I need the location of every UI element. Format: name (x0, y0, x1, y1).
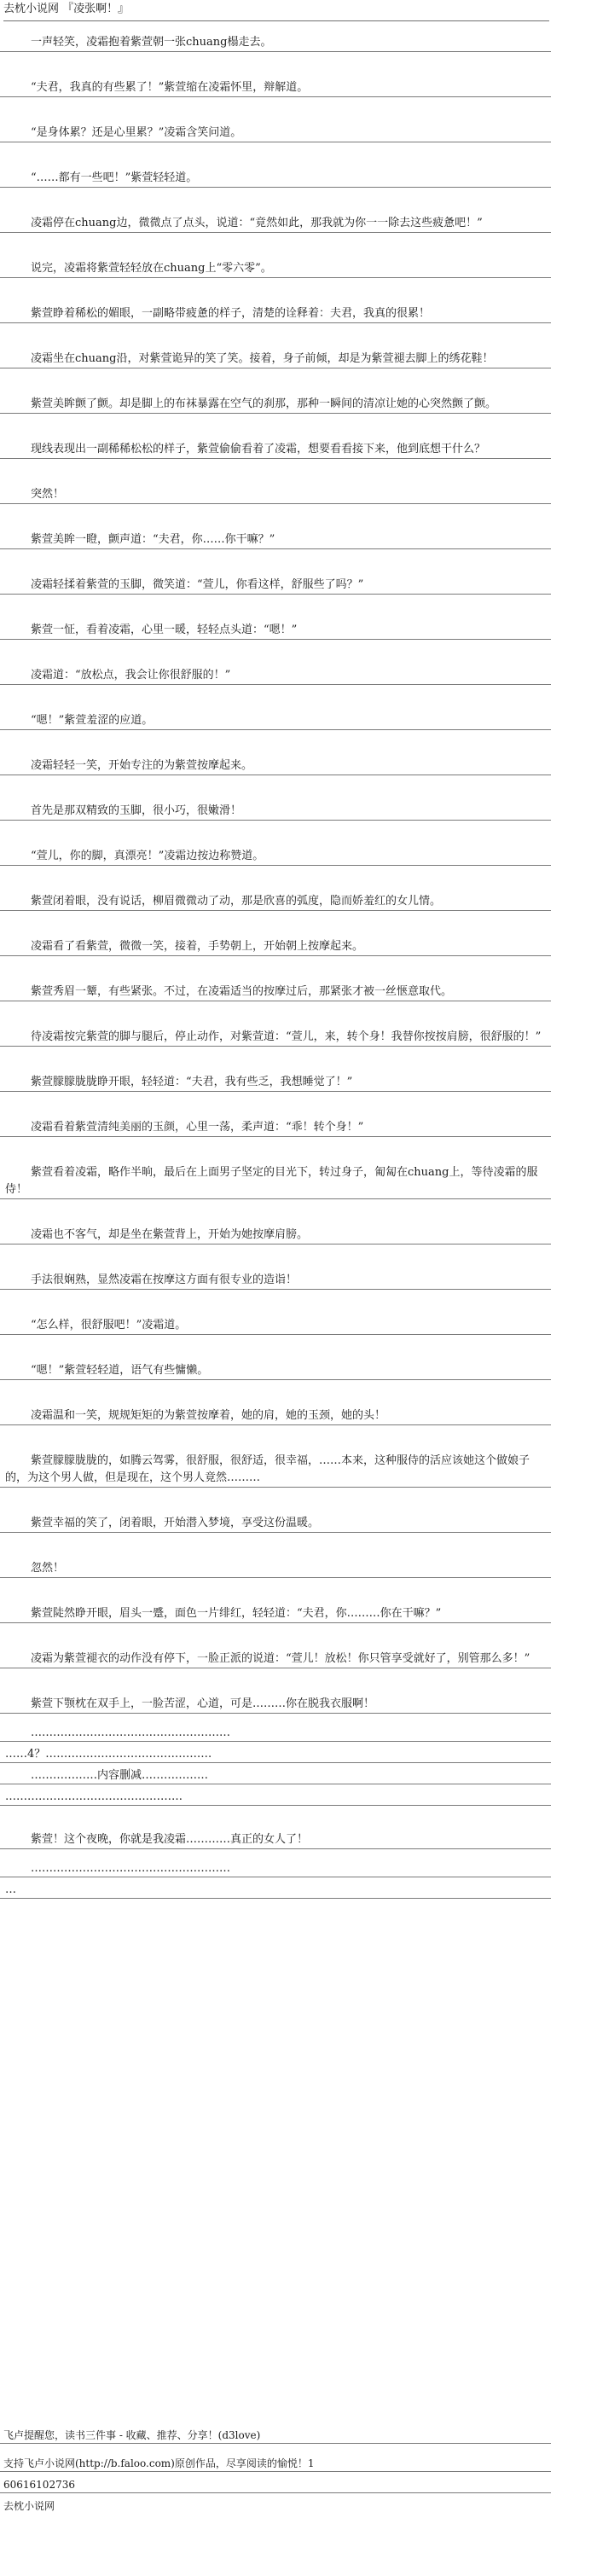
ellipsis-line: ……………………………………………… (0, 1726, 551, 1742)
reading-reminder: 飞卢提醒您，读书三件事 - 收藏、推荐、分享！(d3love) (0, 2428, 551, 2444)
paragraph: “是身体累？还是心里累？”凌霜含笑问道。 (0, 125, 551, 142)
paragraph: 凌霜轻轻一笑，开始专注的为紫萱按摩起来。 (0, 757, 551, 775)
paragraph: “怎么样，很舒服吧！”凌霜道。 (0, 1317, 551, 1335)
page-header (3, 2, 549, 21)
paragraph: “萱儿，你的脚，真漂亮！”凌霜边按边称赞道。 (0, 848, 551, 866)
paragraph: 紫萱朦朦胧胧睁开眼，轻轻道：“夫君，我有些乏，我想睡觉了！” (0, 1074, 551, 1092)
paragraph: “嗯！”紫萱轻轻道，语气有些慵懒。 (0, 1362, 551, 1380)
footer-site-name: 去枕小说网 (3, 2500, 55, 2512)
paragraph: “……都有一些吧！”紫萱轻轻道。 (0, 170, 551, 188)
ellipsis-line: … (0, 1883, 551, 1899)
paragraph: 首先是那双精致的玉脚，很小巧，很嫩滑！ (0, 803, 551, 821)
paragraph: 凌霜道：“放松点，我会让你很舒服的！” (0, 667, 551, 685)
paragraph: “夫君，我真的有些累了！”紫萱缩在凌霜怀里，辩解道。 (0, 79, 551, 97)
paragraph: 忽然！ (0, 1560, 551, 1578)
paragraph: 紫萱看着凌霜，略作半晌，最后在上面男子坚定的目光下，转过身子，匍匐在chuang上，等待凌霜的服侍！ (0, 1164, 551, 1199)
ellipsis-line: ……4？……………………………………… (0, 1747, 551, 1763)
paragraph: 紫萱幸福的笑了，闭着眼，开始潜入梦境，享受这份温暖。 (0, 1515, 551, 1533)
paragraph: 紫萱美眸一瞪，颤声道：“夫君，你……你干嘛？” (0, 531, 551, 549)
paragraph: 待凌霜按完紫萱的脚与腿后，停止动作，对紫萱道：“萱儿，来，转个身！我替你按按肩膀，很舒服的！” (0, 1029, 551, 1047)
chapter-body (0, 34, 597, 1904)
paragraph: 凌霜也不客气，却是坐在紫萱背上，开始为她按摩肩膀。 (0, 1227, 551, 1244)
support-notice: 支持飞卢小说网(http://b.faloo.com)原创作品，尽享阅读的愉悦！1 (0, 2456, 551, 2472)
paragraph: 紫萱陡然睁开眼，眉头一蹙，面色一片绯红，轻轻道：“夫君，你………你在干嘛？” (0, 1605, 551, 1623)
paragraph: 紫萱秀眉一颦，有些紧张。不过，在凌霜适当的按摩过后，那紧张才被一丝惬意取代。 (0, 983, 551, 1001)
censored-notice: ………………内容删减……………… (0, 1768, 551, 1784)
site-name: 去枕小说网 (3, 3, 60, 15)
paragraph: 突然！ (0, 486, 551, 504)
final-paragraph: 紫萱！这个夜晚，你就是我凌霜…………真正的女人了！ (0, 1831, 551, 1849)
paragraph: 紫萱下颚枕在双手上，一脸苦涩，心道，可是………你在脱我衣服啊！ (0, 1696, 551, 1714)
paragraph: 现线表现出一副稀稀松松的样子，紫萱偷偷看着了凌霜，想要看看接下来，他到底想干什么？ (0, 441, 551, 459)
paragraph: “嗯！”紫萱羞涩的应道。 (0, 712, 551, 730)
paragraph: 凌霜看着紫萱清纯美丽的玉颜，心里一荡，柔声道：“乖！转个身！” (0, 1119, 551, 1137)
paragraph: 凌霜为紫萱褪衣的动作没有停下，一脸正派的说道：“萱儿！放松！你只管享受就好了，别管那么多！” (0, 1651, 551, 1668)
reference-code: 60616102736 (0, 2477, 551, 2493)
chapter-title: 『凌张啊！』 (62, 3, 130, 15)
paragraph: 凌霜坐在chuang沿，对紫萱诡异的笑了笑。接着，身子前倾，却是为紫萱褪去脚上的绣花鞋！ (0, 351, 551, 368)
paragraph: 紫萱一怔，看着凌霜，心里一暖，轻轻点头道：“嗯！” (0, 622, 551, 640)
paragraph: 紫萱朦朦胧胧的，如腾云驾雾，很舒服，很舒适，很幸福，……本来，这种服侍的活应该她这个做娘子的，为这个男人做，但是现在，这个男人竟然……… (0, 1453, 551, 1488)
paragraph: 凌霜停在chuang边，微微点了点头，说道：“竟然如此，那我就为你一一除去这些疲惫吧！” (0, 215, 551, 233)
ellipsis-line: ……………………………………………… (0, 1861, 551, 1877)
ellipsis-line: ………………………………………… (0, 1790, 551, 1806)
paragraph: 紫萱睁着稀松的媚眼，一副略带疲惫的样子，清楚的诠释着：夫君，我真的很累！ (0, 305, 551, 323)
paragraph: 紫萱闭着眼，没有说话，柳眉微微动了动，那是欣喜的弧度，隐而娇羞红的女儿情。 (0, 893, 551, 911)
paragraph: 一声轻笑，凌霜抱着紫萱朝一张chuang榻走去。 (0, 34, 551, 52)
paragraph: 紫萱美眸颤了颤。却是脚上的布袜暴露在空气的刹那，那种一瞬间的清凉让她的心突然颤了颤。 (0, 396, 551, 414)
paragraph: 凌霜轻揉着紫萱的玉脚，微笑道：“萱儿，你看这样，舒服些了吗？” (0, 577, 551, 595)
paragraph: 凌霜看了看紫萱，微微一笑，接着，手势朝上，开始朝上按摩起来。 (0, 938, 551, 956)
page-footer (0, 2428, 597, 2526)
paragraph: 说完，凌霜将紫萱轻轻放在chuang上“零六零”。 (0, 260, 551, 278)
paragraph: 手法很娴熟，显然凌霜在按摩这方面有很专业的造诣！ (0, 1272, 551, 1290)
paragraph: 凌霜温和一笑，规规矩矩的为紫萱按摩着，她的肩，她的玉颈，她的头！ (0, 1407, 551, 1425)
